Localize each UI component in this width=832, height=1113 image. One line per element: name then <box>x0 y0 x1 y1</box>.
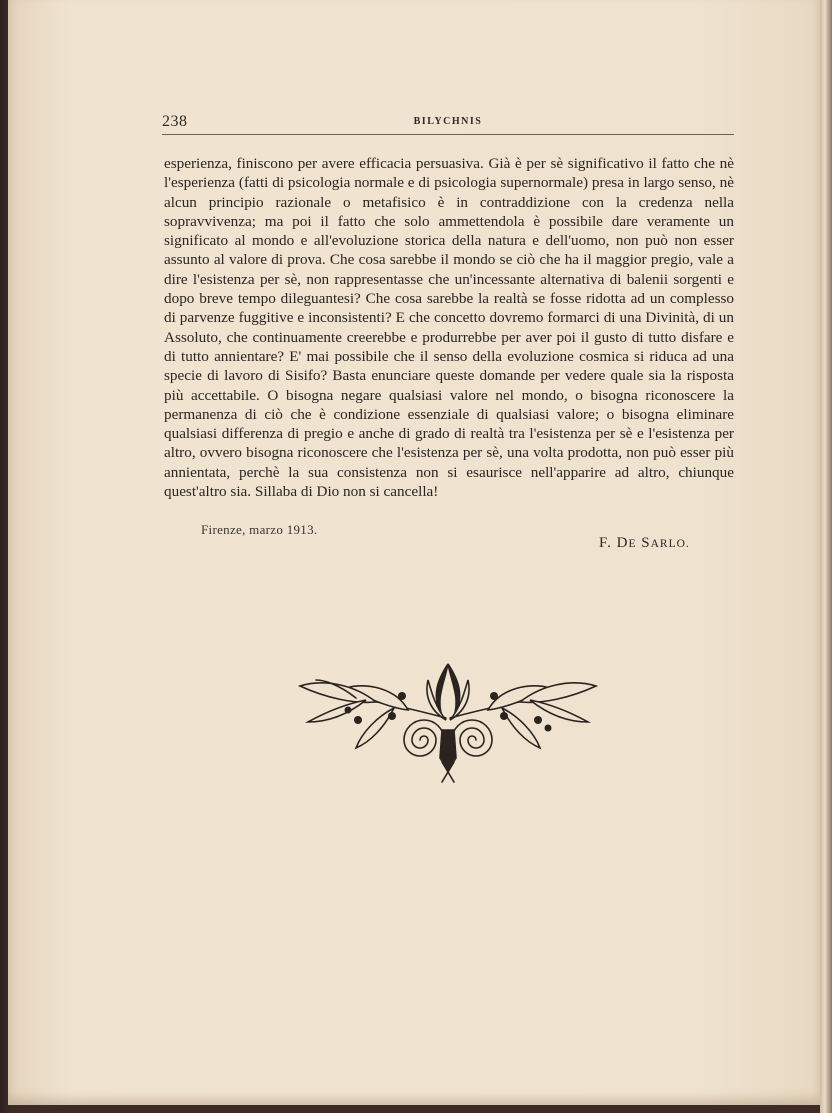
signature-mid: S <box>636 535 651 551</box>
page-number: 238 <box>162 113 188 130</box>
signature-small-caps-2: ARLO. <box>650 538 690 550</box>
running-head: BILYCHNIS <box>413 116 483 127</box>
signature-initial: F. D <box>599 535 629 551</box>
author-signature <box>599 535 690 552</box>
page-edge <box>820 0 832 1113</box>
place-date: Firenze, marzo 1913. <box>201 522 318 537</box>
floral-vignette-icon <box>296 658 600 786</box>
body-paragraph: esperienza, finiscono per avere efficacia persuasiva. Già è per sè significativo il fatto che nè l'esperienza (fatti di psicologia normale e di psicologia supernormale) presa in largo senso, nè alcun principio razionale o metafisico è in contraddizione con la credenza nella sopravvivenza; ma poi il fatto che solo ammettendola è possibile dare veramente un significato al mondo e all'evoluzione storica della natura e dell'uomo, non può non esser assunto al valore di prova. Che cosa sarebbe il mondo se ciò che ha il maggior pregio, vale a dire l'esistenza per sè, non rappresentasse che un'incessante alternativa di balenii sorgenti e dopo breve tempo dileguantesi? Che cosa sarebbe la realtà se fosse ridotta ad un complesso di parvenze fuggitive e inconsistenti? E che concetto dovremo formarci di una Divinità, di un Assoluto, che continuamente creerebbe e produrrebbe per aver poi il gusto di tutto disfare e di tutto annientare? E' mai possibile che il senso della evoluzione cosmica si riduca ad una specie di lavoro di Sisifo? Basta enunciare queste domande per vedere quale sia la risposta più accettabile. O bisogna negare qualsiasi valore nel mondo, o bisogna riconoscere la permanenza di ciò che è condizione essenziale di qualsiasi valore; o bisogna eliminare qualsiasi differenza di pregio e anche di grado di realtà tra l'esistenza per sè e l'esistenza per altro, ovvero bisogna riconoscere che l'esistenza per sè, una volta prodotta, non può esser più annientata, perchè la sua consistenza non si esaurisce nell'apparire ad altro, chiunque quest'altro sia. Sillaba di Dio non si cancella! <box>164 155 734 501</box>
page-header <box>162 113 734 133</box>
signature-small-caps-1: E <box>628 538 637 550</box>
book-page <box>8 0 821 1105</box>
header-rule <box>162 134 734 135</box>
